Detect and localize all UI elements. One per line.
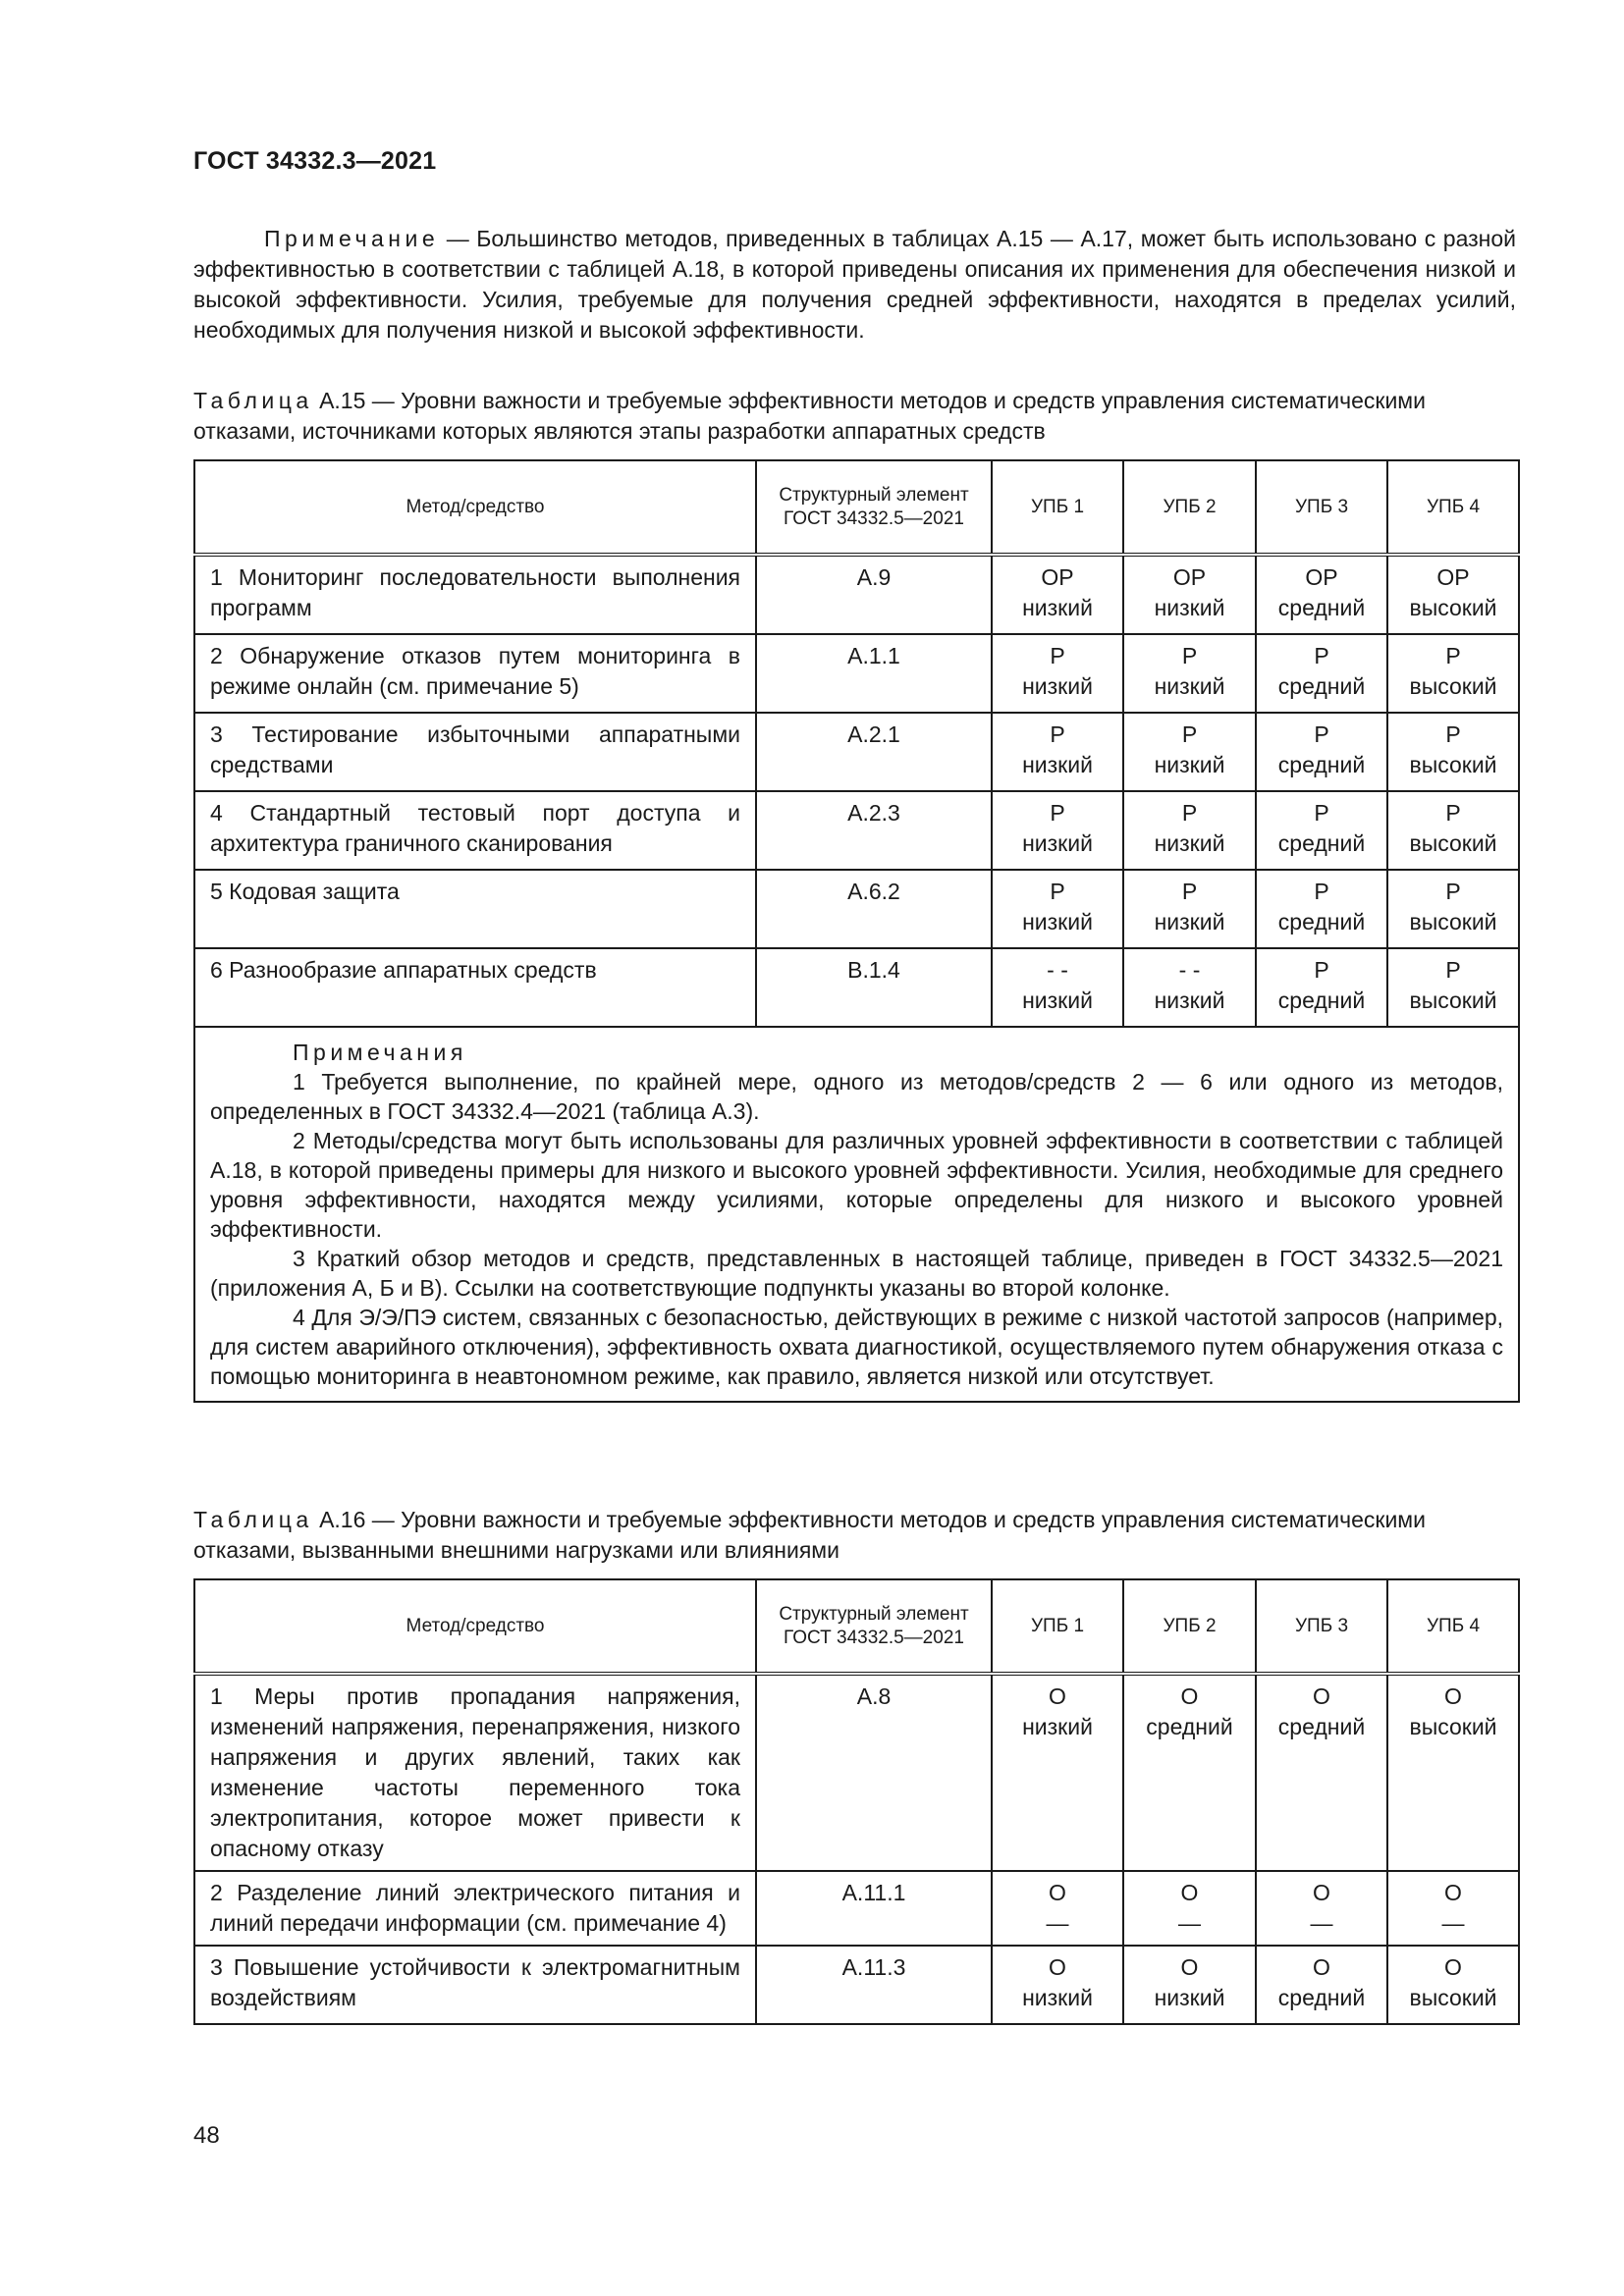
level-effectiveness: средний [1277, 595, 1366, 620]
level-cell [1123, 555, 1256, 634]
level-cell [1123, 634, 1256, 713]
level-code: Р [1050, 721, 1065, 747]
ref-cell: А.8 [756, 1674, 992, 1871]
level-code: Р [1050, 643, 1065, 668]
column-header-upb3: УПБ 3 [1256, 1579, 1387, 1674]
table-notes-row [194, 1027, 1519, 1402]
level-cell [1256, 948, 1387, 1027]
level-cell [1123, 870, 1256, 948]
level-code: - - [1178, 957, 1201, 983]
level-effectiveness: низкий [1154, 595, 1225, 620]
note-item: 1 Требуется выполнение, по крайней мере, одного из методов/средств 2 — 6 или одного из методов, определенных в ГОСТ 34332.4—2021 (таблица А.3). [210, 1069, 1503, 1124]
level-effectiveness: низкий [1022, 830, 1093, 856]
level-cell [1256, 555, 1387, 634]
method-cell: 4 Стандартный тестовый порт доступа и архитектура граничного сканирования [194, 791, 756, 870]
level-cell [992, 555, 1123, 634]
level-effectiveness: средний [1277, 752, 1366, 777]
level-effectiveness: средний [1277, 673, 1366, 699]
method-cell: 1 Меры против пропадания напряжения, изменений напряжения, перенапряжения, низкого напряжения и других явлений, таких как изменение частоты переменного тока электропитания, которое может привести к опасному отказу [194, 1674, 756, 1871]
level-effectiveness: низкий [1022, 1985, 1093, 2010]
table-row [194, 1946, 1519, 2024]
level-effectiveness: — [1178, 1910, 1201, 1936]
level-effectiveness: низкий [1022, 909, 1093, 934]
level-code: ОР [1436, 564, 1470, 590]
level-effectiveness: высокий [1409, 830, 1497, 856]
level-code: Р [1181, 721, 1198, 747]
note-item: 2 Методы/средства могут быть использованы для различных уровней эффективности в соответствии с таблицей А.18, в которой приведены примеры для низкого и высокого уровней эффективности. Усилия, необходимые для среднего уровня эффективности, находятся между усилиями, которые определены для низкого и высокого уровней эффективности. [210, 1128, 1503, 1242]
level-code: Р [1181, 879, 1198, 904]
table-header-row [194, 1579, 1519, 1674]
level-cell [1256, 791, 1387, 870]
level-effectiveness: высокий [1409, 673, 1497, 699]
level-effectiveness: высокий [1409, 1985, 1497, 2010]
level-code: О [1444, 1683, 1462, 1709]
page-number: 48 [193, 2122, 220, 2149]
column-header-upb2: УПБ 2 [1123, 460, 1256, 555]
level-code: Р [1445, 721, 1461, 747]
level-cell [1387, 713, 1519, 791]
level-code: ОР [1172, 564, 1207, 590]
level-effectiveness: средний [1277, 909, 1366, 934]
level-code: Р [1181, 643, 1198, 668]
level-effectiveness: высокий [1409, 988, 1497, 1013]
level-effectiveness: низкий [1154, 673, 1225, 699]
column-header-structural-element: Структурный элемент ГОСТ 34332.5—2021 [756, 460, 992, 555]
level-cell [1387, 1946, 1519, 2024]
method-cell: 2 Разделение линий электрического питания и линий передачи информации (см. примечание 4) [194, 1871, 756, 1946]
level-effectiveness: средний [1277, 830, 1366, 856]
column-header-method: Метод/средство [194, 460, 756, 555]
level-code: Р [1445, 957, 1461, 983]
level-cell [1387, 1871, 1519, 1946]
level-effectiveness: высокий [1409, 1714, 1497, 1739]
level-code: Р [1445, 879, 1461, 904]
level-cell [1256, 713, 1387, 791]
table-row [194, 1871, 1519, 1946]
table-a15-caption-label: Таблица [193, 388, 313, 413]
level-code: - - [1047, 957, 1068, 983]
column-header-upb4: УПБ 4 [1387, 460, 1519, 555]
intro-note [193, 224, 1516, 346]
level-code: Р [1314, 800, 1329, 826]
level-cell [1123, 948, 1256, 1027]
level-cell [1387, 1674, 1519, 1871]
table-row [194, 1674, 1519, 1871]
level-effectiveness: высокий [1409, 595, 1497, 620]
column-header-structural-element: Структурный элемент ГОСТ 34332.5—2021 [756, 1579, 992, 1674]
level-effectiveness: низкий [1022, 752, 1093, 777]
level-cell [1256, 634, 1387, 713]
level-effectiveness: низкий [1022, 988, 1093, 1013]
method-cell: 1 Мониторинг последовательности выполнения программ [194, 555, 756, 634]
ref-cell: А.9 [756, 555, 992, 634]
ref-cell: В.1.4 [756, 948, 992, 1027]
ref-cell: А.2.1 [756, 713, 992, 791]
column-header-method: Метод/средство [194, 1579, 756, 1674]
level-cell [1123, 1674, 1256, 1871]
level-effectiveness: низкий [1154, 1985, 1225, 2010]
level-code: О [1444, 1954, 1462, 1980]
table-a16-caption-label: Таблица [193, 1507, 313, 1532]
level-effectiveness: — [1441, 1910, 1465, 1936]
level-cell [992, 713, 1123, 791]
table-a16-caption [193, 1505, 1516, 1566]
level-code: О [1049, 1683, 1066, 1709]
level-code: Р [1181, 800, 1198, 826]
level-cell [992, 634, 1123, 713]
level-cell [992, 948, 1123, 1027]
level-code: Р [1314, 879, 1329, 904]
ref-cell: А.6.2 [756, 870, 992, 948]
level-cell [1123, 713, 1256, 791]
ref-cell: А.11.3 [756, 1946, 992, 2024]
level-cell [992, 791, 1123, 870]
level-cell [1256, 1871, 1387, 1946]
level-cell [1387, 634, 1519, 713]
level-effectiveness: средний [1277, 1714, 1366, 1739]
column-header-upb2: УПБ 2 [1123, 1579, 1256, 1674]
ref-cell: А.11.1 [756, 1871, 992, 1946]
intro-note-text: — Большинство методов, приведенных в таблицах А.15 — А.17, может быть использовано с разной эффективностью в соответствии с таблицей А.18, в которой приведены описания их применения для обеспечения низкой и высокой эффективности. Усилия, требуемые для получения средней эффективности, находятся в пределах усилий, необходимых для получения низкой и высокой эффективности. [193, 226, 1516, 343]
level-effectiveness: средний [1277, 988, 1366, 1013]
method-cell: 3 Повышение устойчивости к электромагнитным воздействиям [194, 1946, 756, 2024]
notes-title: Примечания [293, 1040, 467, 1065]
method-cell: 5 Кодовая защита [194, 870, 756, 948]
level-effectiveness: низкий [1154, 988, 1225, 1013]
method-cell: 2 Обнаружение отказов путем мониторинга в режиме онлайн (см. примечание 5) [194, 634, 756, 713]
level-cell [992, 1674, 1123, 1871]
level-code: О [1180, 1954, 1199, 1980]
level-code: О [1180, 1880, 1199, 1905]
method-cell: 6 Разнообразие аппаратных средств [194, 948, 756, 1027]
table-header-row [194, 460, 1519, 555]
level-code: О [1313, 1954, 1330, 1980]
table-a16-caption-text: А.16 — Уровни важности и требуемые эффективности методов и средств управления систематическими отказами, вызванными внешними нагрузками или влияниями [193, 1507, 1426, 1563]
table-notes [194, 1027, 1519, 1402]
level-cell [1256, 870, 1387, 948]
level-code: О [1313, 1880, 1330, 1905]
column-header-upb4: УПБ 4 [1387, 1579, 1519, 1674]
level-cell [992, 1946, 1123, 2024]
level-code: ОР [1305, 564, 1338, 590]
level-code: О [1180, 1683, 1199, 1709]
table-row [194, 870, 1519, 948]
note-item: 4 Для Э/Э/ПЭ систем, связанных с безопасностью, действующих в режиме с низкой частотой запросов (например, для систем аварийного отключения), эффективность охвата диагностикой, осуществляемого путем обнаружения отказа с помощью мониторинга в неавтономном режиме, как правило, является низкой или отсутствует. [210, 1305, 1503, 1389]
level-effectiveness: высокий [1409, 752, 1497, 777]
level-effectiveness: низкий [1154, 830, 1225, 856]
level-code: О [1049, 1954, 1066, 1980]
level-effectiveness: низкий [1022, 673, 1093, 699]
level-effectiveness: высокий [1409, 909, 1497, 934]
document-header: ГОСТ 34332.3—2021 [193, 147, 437, 175]
level-code: Р [1050, 879, 1065, 904]
level-effectiveness: низкий [1154, 752, 1225, 777]
level-cell [1123, 791, 1256, 870]
level-cell [1256, 1674, 1387, 1871]
table-a15 [193, 459, 1520, 1403]
intro-note-label: Примечание [264, 226, 440, 251]
level-code: Р [1445, 643, 1461, 668]
level-cell [1387, 555, 1519, 634]
level-effectiveness: низкий [1022, 1714, 1093, 1739]
column-header-upb1: УПБ 1 [992, 1579, 1123, 1674]
level-code: Р [1314, 643, 1329, 668]
level-effectiveness: средний [1146, 1714, 1233, 1739]
column-header-upb1: УПБ 1 [992, 460, 1123, 555]
level-cell [992, 870, 1123, 948]
level-cell [1387, 870, 1519, 948]
level-effectiveness: низкий [1022, 595, 1093, 620]
level-cell [1123, 1871, 1256, 1946]
level-cell [1256, 1946, 1387, 2024]
level-code: О [1444, 1880, 1462, 1905]
table-row [194, 948, 1519, 1027]
ref-cell: А.2.3 [756, 791, 992, 870]
level-effectiveness: средний [1277, 1985, 1366, 2010]
level-cell [992, 1871, 1123, 1946]
level-code: Р [1050, 800, 1065, 826]
level-effectiveness: — [1046, 1910, 1069, 1936]
level-cell [1387, 791, 1519, 870]
table-a15-caption-text: А.15 — Уровни важности и требуемые эффективности методов и средств управления систематическими отказами, источниками которых являются этапы разработки аппаратных средств [193, 388, 1426, 444]
level-cell [1387, 948, 1519, 1027]
table-row [194, 713, 1519, 791]
level-effectiveness: низкий [1154, 909, 1225, 934]
level-code: О [1049, 1880, 1066, 1905]
table-a15-caption [193, 386, 1516, 447]
level-code: Р [1314, 721, 1329, 747]
level-cell [1123, 1946, 1256, 2024]
level-effectiveness: — [1310, 1910, 1333, 1936]
level-code: Р [1445, 800, 1461, 826]
method-cell: 3 Тестирование избыточными аппаратными средствами [194, 713, 756, 791]
table-a16 [193, 1578, 1520, 2025]
table-row [194, 634, 1519, 713]
level-code: О [1313, 1683, 1330, 1709]
level-code: Р [1314, 957, 1329, 983]
note-item: 3 Краткий обзор методов и средств, представленных в настоящей таблице, приведен в ГОСТ 34332.5—2021 (приложения А, Б и В). Ссылки на соответствующие подпункты указаны во второй колонке. [210, 1246, 1503, 1301]
level-code: ОР [1041, 564, 1074, 590]
ref-cell: А.1.1 [756, 634, 992, 713]
table-row [194, 555, 1519, 634]
column-header-upb3: УПБ 3 [1256, 460, 1387, 555]
table-row [194, 791, 1519, 870]
